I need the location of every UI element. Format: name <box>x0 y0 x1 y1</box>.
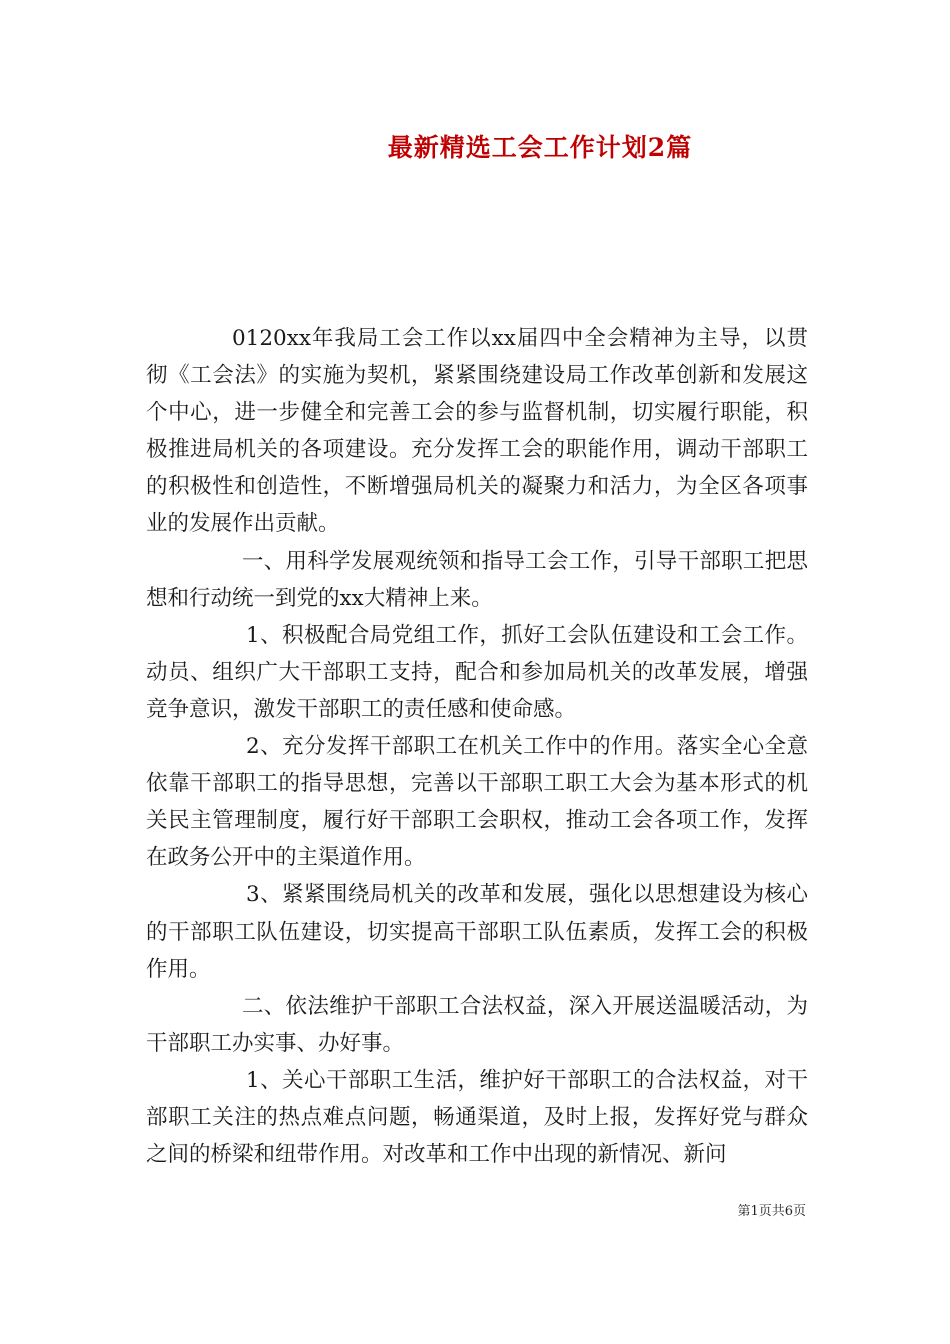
section-1-item-3: 3、紧紧围绕局机关的改革和发展，强化以思想建设为核心的干部职工队伍建设，切实提高干部职工队伍素质，发挥工会的积极作用。 <box>146 882 808 982</box>
intro-paragraph: 0120xx年我局工会工作以xx届四中全会精神为主导，以贯彻《工会法》的实施为契机，紧紧围绕建设局工作改革创新和发展这个中心，进一步健全和完善工会的参与监督机制，切实履行职能，积极推进局机关的各项建设。充分发挥工会的职能作用，调动干部职工的积极性和创造性，不断增强局机关的凝聚力和活力，为全区各项事业的发展作出贡献。 <box>146 326 808 537</box>
section-1-item-1: 1、积极配合局党组工作，抓好工会队伍建设和工会工作。动员、组织广大干部职工支持，配合和参加局机关的改革发展，增强竞争意识，激发干部职工的责任感和使命感。 <box>146 622 808 722</box>
section-heading-1: 一、用科学发展观统领和指导工会工作，引导干部职工把思想和行动统一到党的xx大精神上来。 <box>146 548 808 611</box>
section-heading-2: 二、依法维护干部职工合法权益，深入开展送温暖活动，为干部职工办实事、办好事。 <box>146 993 808 1056</box>
section-1-item-2: 2、充分发挥干部职工在机关工作中的作用。落实全心全意依靠干部职工的指导思想，完善以干部职工职工大会为基本形式的机关民主管理制度，履行好干部职工会职权，推动工会各项工作，发挥在政务公开中的主渠道作用。 <box>146 734 808 871</box>
section-2-item-1: 1、关心干部职工生活，维护好干部职工的合法权益，对干部职工关注的热点难点问题，畅通渠道，及时上报，发挥好党与群众之间的桥梁和纽带作用。对改革和工作中出现的新情况、新问 <box>146 1067 808 1168</box>
page-number: 第1页共6页 <box>737 1204 806 1219</box>
document-title: 最新精选工会工作计划2篇 <box>387 133 693 162</box>
document-body <box>146 320 808 1173</box>
